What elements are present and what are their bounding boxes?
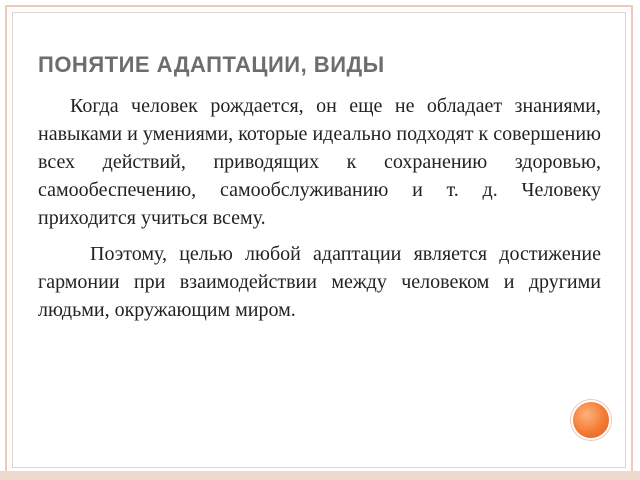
orange-circle-decoration — [571, 400, 611, 440]
paragraph-1: Когда человек рождается, он еще не обладает знаниями, навыками и умениями, которые идеально подходят к совершению всех действий, приводящих к сохранению здоровью, самообеспечению, самообслуживанию и т. д. Человеку приходится учиться всему. — [38, 95, 601, 229]
bottom-band — [0, 471, 640, 480]
slide-body — [38, 92, 601, 332]
paragraph-2: Поэтому, целью любой адаптации является достижение гармонии при взаимодействии между человеком и другими людьми, окружающим миром. — [38, 243, 601, 321]
slide-title: ПОНЯТИЕ АДАПТАЦИИ, ВИДЫ — [38, 52, 385, 77]
